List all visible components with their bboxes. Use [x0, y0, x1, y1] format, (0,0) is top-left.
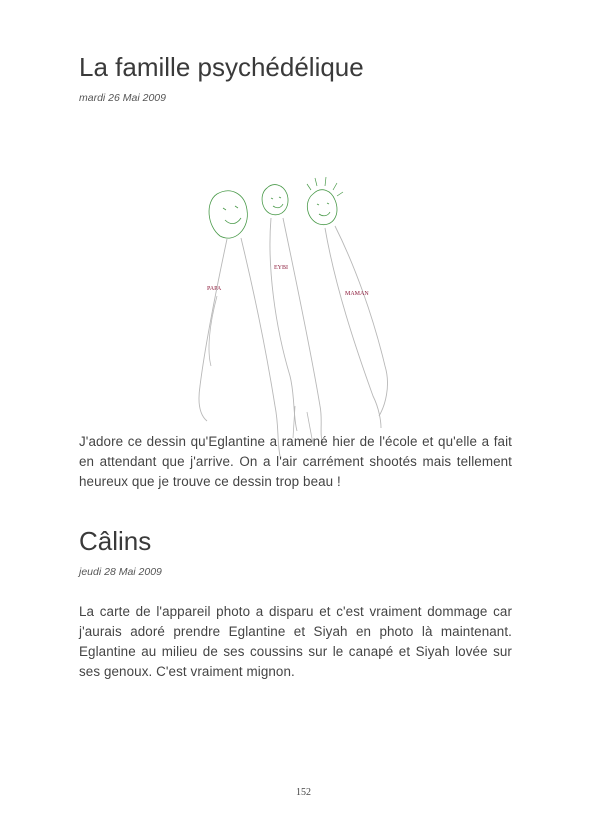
post-date: jeudi 28 Mai 2009 [79, 566, 162, 578]
post-title: Câlins [79, 526, 152, 556]
post-body: J'adore ce dessin qu'Eglantine a ramené hier de l'école et qu'elle a fait en attendant que j'arrive. On a l'air carrément shootés mais tellement heureux que je trouve ce dessin trop beau ! [79, 434, 512, 489]
drawing-figure-papa [199, 191, 280, 456]
post-date: mardi 26 Mai 2009 [79, 92, 166, 104]
drawing-label-maman: MAMAN [345, 291, 369, 297]
drawing-figure-maman [307, 177, 387, 428]
drawing-figure-child [262, 185, 323, 444]
child-drawing [195, 176, 435, 466]
post-title: La famille psychédélique [79, 52, 364, 82]
drawing-label-child: EYBI [274, 265, 288, 271]
post-body: La carte de l'appareil photo a disparu et c'est vraiment dommage car j'aurais adoré prendre Eglantine et Siyah en photo là maintenant. Eglantine au milieu de ses coussins sur le canapé et Siyah lovée sur ses genoux. C'est vraiment mignon. [79, 604, 512, 679]
blog-post [79, 52, 512, 489]
page-number: 152 [296, 787, 311, 798]
blog-post [79, 526, 512, 679]
drawing-label-papa: PAPA [207, 286, 222, 292]
